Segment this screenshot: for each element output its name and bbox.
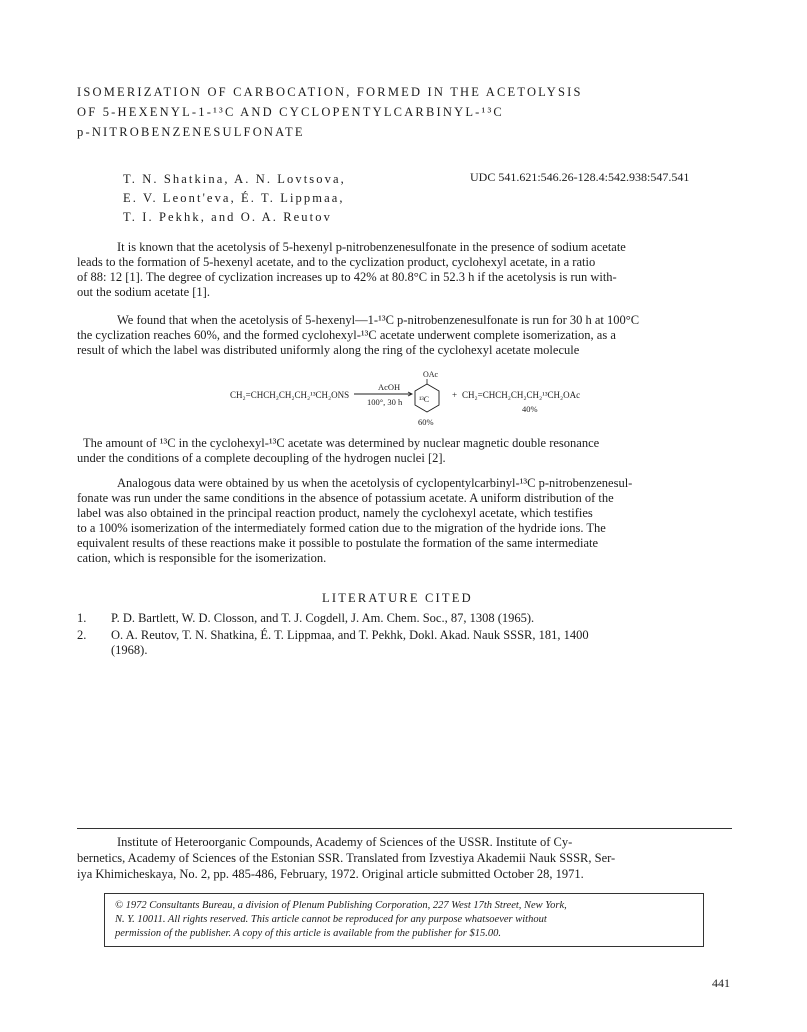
body-paragraph xyxy=(77,476,732,566)
paragraph-line: to a 100% isomerization of the intermediately formed cation due to the migration of the hydride ions. The xyxy=(77,521,606,535)
reference-line: (1968). xyxy=(111,643,148,657)
paragraph-line: Analogous data were obtained by us when the acetolysis of cyclopentylcarbinyl-¹³C p-nitrobenzenesul- xyxy=(117,476,633,490)
footnote-line: Institute of Heteroorganic Compounds, Academy of Sciences of the USSR. Institute of Cy- xyxy=(117,835,573,849)
paragraph-line: label was also obtained in the principal reaction product, namely the cyclohexyl acetate, which testifies xyxy=(77,506,593,520)
copyright-line: N. Y. 10011. All rights reserved. This article cannot be reproduced for any purpose whatsoever without xyxy=(115,914,547,925)
title-line: OF 5-HEXENYL-1-¹³C AND CYCLOPENTYLCARBINYL-¹³C xyxy=(77,105,504,119)
paragraph-line: leads to the formation of 5-hexenyl acetate, and to the cyclization product, cyclohexyl acetate, in a ratio xyxy=(77,255,596,269)
substituent-label: OAc xyxy=(423,370,439,379)
title-line: ISOMERIZATION OF CARBOCATION, FORMED IN THE ACETOLYSIS xyxy=(77,85,583,99)
reference-number: 1. xyxy=(77,611,87,625)
reference-text xyxy=(111,611,534,626)
reagent-label: AcOH xyxy=(378,382,401,392)
reference-line: O. A. Reutov, T. N. Shatkina, É. T. Lippmaa, and T. Pekhk, Dokl. Akad. Nauk SSSR, 181, 1400 xyxy=(111,628,589,642)
footnote-line: iya Khimicheskaya, No. 2, pp. 485-486, February, 1972. Original article submitted October 28, 1971. xyxy=(77,867,584,881)
paragraph-line: out the sodium acetate [1]. xyxy=(77,285,210,299)
paragraph-line: the cyclization reaches 60%, and the formed cyclohexyl-¹³C acetate underwent complete isomerization, as a xyxy=(77,328,616,342)
paragraph-line: equivalent results of these reactions make it possible to postulate the formation of the same intermediate xyxy=(77,536,599,550)
author-list xyxy=(123,170,346,227)
page-number: 441 xyxy=(712,976,730,990)
reference-line: P. D. Bartlett, W. D. Closson, and T. J. Cogdell, J. Am. Chem. Soc., 87, 1308 (1965). xyxy=(111,611,535,625)
udc-code: UDC 541.621:546.26-128.4:542.938:547.541 xyxy=(470,170,690,184)
paragraph-line: We found that when the acetolysis of 5-hexenyl—1-¹³C p-nitrobenzenesulfonate is run for 30 h at 100°C xyxy=(117,313,640,327)
paragraph-line: result of which the label was distributed uniformly along the ring of the cyclohexyl acetate molecule xyxy=(77,343,580,357)
product-yield: 60% xyxy=(418,417,434,427)
copyright-line: permission of the publisher. A copy of this article is available from the publisher for $15.00. xyxy=(115,928,501,939)
paragraph-line: fonate was run under the same conditions in the absence of potassium acetate. A uniform distribution of the xyxy=(77,491,614,505)
body-paragraph xyxy=(77,240,732,300)
reference-number: 2. xyxy=(77,628,87,642)
side-product-yield: 40% xyxy=(522,404,538,414)
reference-text xyxy=(111,628,589,658)
ring-label: ¹³C xyxy=(419,395,430,404)
side-product-formula: CH₂=CHCH₂CH₂CH₂¹³CH₂OAc xyxy=(462,390,581,400)
author-line: T. N. Shatkina, A. N. Lovtsova, xyxy=(123,172,346,186)
paragraph-line: of 88: 12 [1]. The degree of cyclization increases up to 42% at 80.8°C in 52.3 h if the acetolysis is run with- xyxy=(77,270,617,284)
title-line: p-NITROBENZENESULFONATE xyxy=(77,125,305,139)
reaction-scheme xyxy=(230,370,650,430)
reactant-formula: CH₂=CHCH₂CH₂CH₂¹³CH₂ONS xyxy=(230,390,350,400)
conditions-label: 100°, 30 h xyxy=(367,397,403,407)
author-line: E. V. Leont'eva, É. T. Lippmaa, xyxy=(123,191,345,205)
body-paragraph xyxy=(77,436,732,466)
body-paragraph xyxy=(77,313,732,358)
plus-sign: + xyxy=(452,390,458,400)
footnote-line: bernetics, Academy of Sciences of the Estonian SSR. Translated from Izvestiya Akademii Nauk SSSR, Ser- xyxy=(77,851,616,865)
footer-divider xyxy=(77,828,732,829)
affiliation-footnote xyxy=(77,834,732,882)
paragraph-line: The amount of ¹³C in the cyclohexyl-¹³C acetate was determined by nuclear magnetic double resonance xyxy=(83,436,600,450)
paragraph-line: cation, which is responsible for the isomerization. xyxy=(77,551,327,565)
article-title xyxy=(77,82,697,142)
author-line: T. I. Pekhk, and O. A. Reutov xyxy=(123,210,332,224)
copyright-box xyxy=(104,893,704,947)
copyright-line: © 1972 Consultants Bureau, a division of Plenum Publishing Corporation, 227 West 17th Street, New York, xyxy=(115,900,567,911)
literature-heading: LITERATURE CITED xyxy=(322,591,473,605)
paragraph-line: It is known that the acetolysis of 5-hexenyl p-nitrobenzenesulfonate in the presence of sodium acetate xyxy=(117,240,626,254)
paragraph-line: under the conditions of a complete decoupling of the hydrogen nuclei [2]. xyxy=(77,451,446,465)
